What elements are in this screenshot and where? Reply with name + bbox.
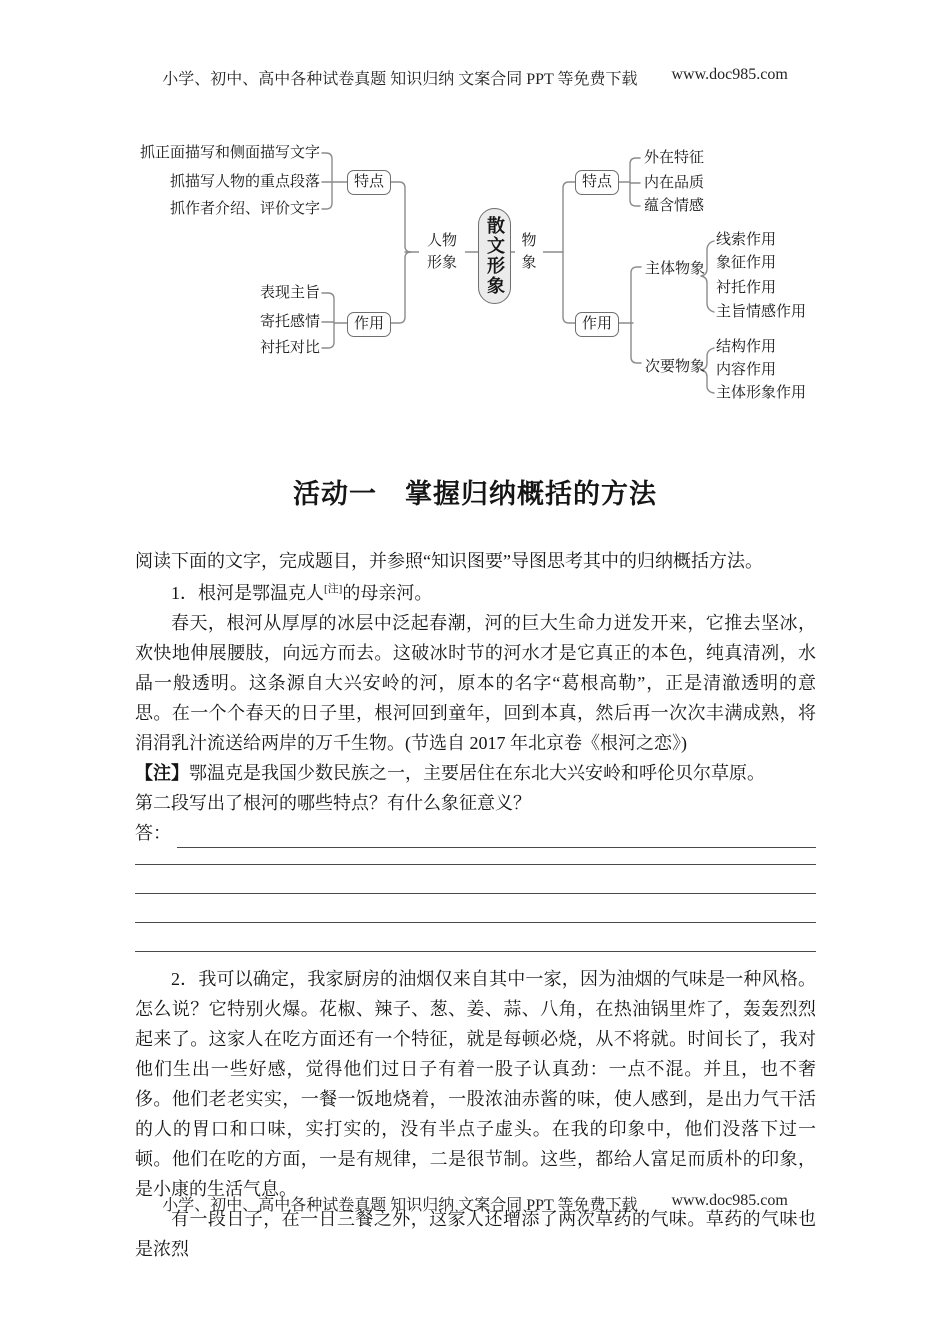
map-item-sub1-2: 象征作用 [716, 255, 777, 271]
map-label-zhuti-wuxiang: 主体物象 [645, 261, 706, 277]
answer-line [135, 923, 816, 952]
map-item-right-tedian-2: 内在品质 [644, 175, 705, 191]
knowledge-map-diagram [0, 130, 950, 430]
item1-question: 第二段写出了根河的哪些特点？有什么象征意义？ [135, 793, 531, 813]
map-box-left-zuoyong: 作用 [347, 312, 391, 337]
map-item-left-tedian-2: 抓描写人物的重点段落 [169, 174, 320, 190]
body-column [135, 578, 816, 1264]
map-box-left-tedian: 特点 [347, 170, 391, 195]
page-header [0, 66, 950, 89]
map-item-sub2-1: 结构作用 [716, 339, 777, 355]
footer-url: www.doc985.com [671, 1192, 788, 1209]
answer-line [135, 894, 816, 923]
map-item-left-zuoyong-2: 寄托感情 [259, 314, 320, 330]
note-superscript: [注] [324, 583, 343, 595]
answer-label-row [135, 818, 816, 848]
map-item-left-zuoyong-1: 表现主旨 [259, 285, 320, 301]
item2-passage-cont: 有一段日子，在一日三餐之外，这家人还增添了两次草药的气味。草药的气味也是浓烈 [135, 1209, 816, 1259]
answer-line [177, 821, 816, 848]
intro-instruction: 阅读下面的文字，完成题目，并参照“知识图要”导图思考其中的归纳概括方法。 [135, 551, 763, 571]
answer-label: 答： [135, 823, 171, 843]
item1-note: 【注】鄂温克是我国少数民族之一，主要居住在东北大兴安岭和呼伦贝尔草原。 [135, 763, 765, 783]
map-item-sub1-4: 主旨情感作用 [716, 304, 807, 320]
map-branch-renwu-xingxiang: 人物 形象 [419, 230, 465, 274]
map-item-right-tedian-1: 外在特征 [644, 150, 705, 166]
item1-lead: 1．根河是鄂温克人[注]的母亲河。 [171, 583, 433, 603]
header-text: 小学、初中、高中各种试卷真题 知识归纳 文案合同 PPT 等免费下载 [162, 71, 638, 88]
map-item-sub2-3: 主体形象作用 [716, 385, 807, 401]
map-item-left-tedian-3: 抓作者介绍、评价文字 [169, 201, 320, 217]
map-item-left-tedian-1: 抓正面描写和侧面描写文字 [139, 145, 320, 161]
map-item-sub1-3: 衬托作用 [716, 280, 777, 296]
map-box-right-tedian: 特点 [575, 170, 619, 195]
map-item-sub2-2: 内容作用 [716, 362, 777, 378]
item2-passage: 2．我可以确定，我家厨房的油烟仅来自其中一家，因为油烟的气味是一种风格。怎么说？它特别火爆。花椒、辣子、葱、姜、蒜、八角，在热油锅里炸了，轰轰烈烈起来了。这家人在吃方面还有一个特征，就是每顿必烧，从不将就。时间长了，我对他们生出一些好感，觉得他们过日子有着一股子认真劲：一点不混。并且，也不奢侈。他们老老实实，一餐一饭地烧着，一股浓油赤酱的味，使人感到，是出力气干活的人的胃口和口味，实打实的，没有半点子虚头。在我的印象中，他们没落下过一顿。他们在吃的方面，一是有规律，二是很节制。这些，都给人富足而质朴的印象，是小康的生活气息。 [135, 969, 816, 1199]
answer-line [135, 848, 816, 865]
map-item-right-tedian-3: 蕴含情感 [644, 198, 705, 214]
page-footer [0, 1192, 950, 1215]
map-center-node: 散文形象 [478, 208, 511, 304]
item1-passage: 春天，根河从厚厚的冰层中泛起春潮，河的巨大生命力迸发开来，它推去坚冰，欢快地伸展腰肢，向远方而去。这破冰时节的河水才是它真正的本色，纯真清冽，水晶一般透明。这条源自大兴安岭的河，原本的名字“葛根高勒”，正是清澈透明的意思。在一个个春天的日子里，根河回到童年，回到本真，然后再一次次丰满成熟，将涓涓乳汁流送给两岸的万千生物。(节选自 2017 年北京卷《根河之恋》) [135, 613, 816, 753]
note-label: 【注】 [135, 763, 189, 783]
map-box-right-zuoyong: 作用 [575, 312, 619, 337]
header-url: www.doc985.com [671, 66, 788, 83]
map-item-sub1-1: 线索作用 [716, 232, 777, 248]
section-title: 活动一 掌握归纳概括的方法 [293, 479, 657, 509]
answer-line [135, 865, 816, 894]
map-branch-wuxiang: 物 象 [515, 230, 543, 274]
footer-text: 小学、初中、高中各种试卷真题 知识归纳 文案合同 PPT 等免费下载 [162, 1197, 638, 1214]
map-label-ciyao-wuxiang: 次要物象 [645, 359, 706, 375]
map-item-left-zuoyong-3: 衬托对比 [259, 340, 320, 356]
